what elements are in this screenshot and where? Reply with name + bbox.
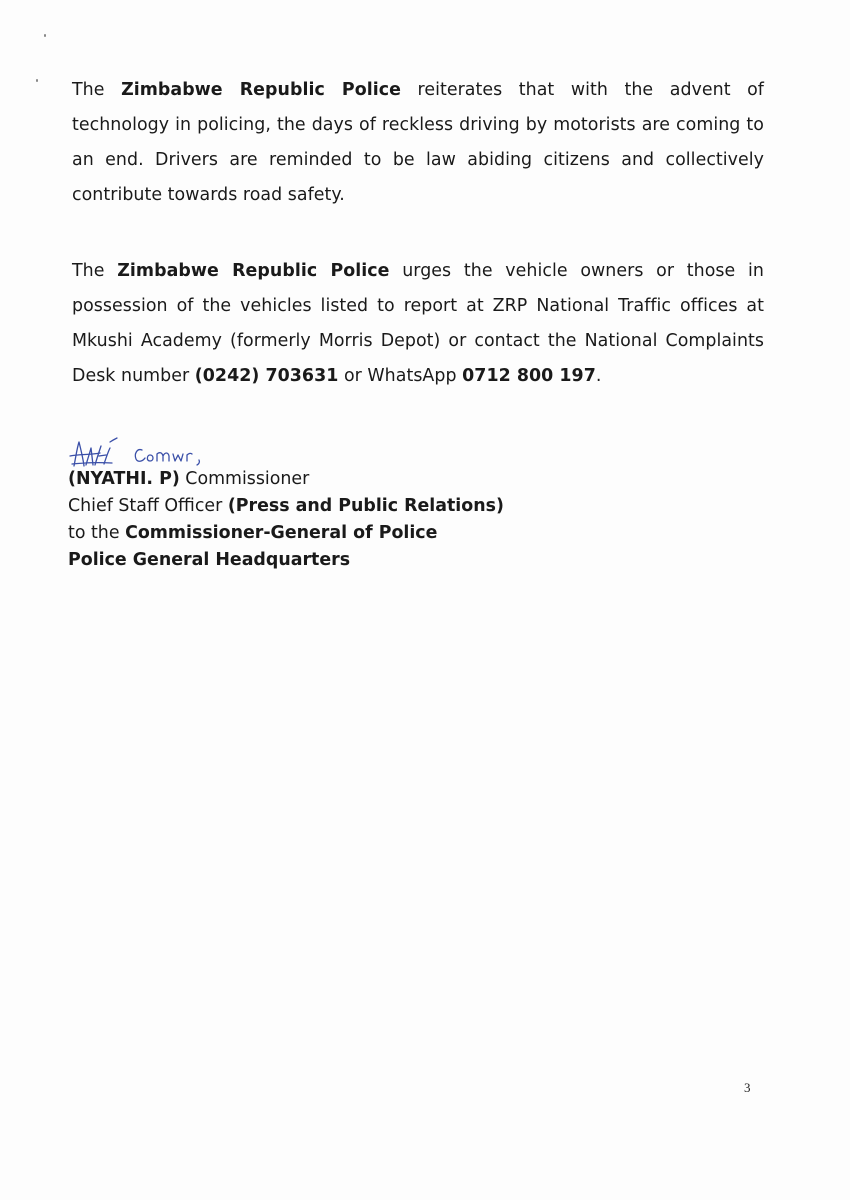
signatory-line (68, 466, 588, 493)
signatory-headquarters-line (68, 547, 588, 574)
signatory-title-prefix: Chief Staff Officer (68, 496, 228, 516)
signatory-headquarters: Police General Headquarters (68, 550, 351, 570)
signatory-rank: Commissioner (179, 469, 310, 489)
bold-text-segment: Zimbabwe Republic Police (117, 261, 390, 281)
text-segment: reiterates that with the advent of technology in policing, the days of reckless driving by motorists are coming to an end. Drivers are reminded to be law abiding citizens and collectively contribute towards road safety. (72, 80, 764, 205)
scan-speck (36, 79, 38, 82)
scan-speck (44, 34, 46, 37)
bold-text-segment: (0242) 703631 (194, 366, 339, 386)
bold-text-segment: Zimbabwe Republic Police (121, 80, 401, 100)
signatory-name: (NYATHI. P) (68, 469, 180, 489)
paragraph-report-instructions (72, 254, 764, 394)
signatory-title-line (68, 493, 588, 520)
text-segment: urges the vehicle owners or those in possession of the vehicles listed to report at ZRP National Traffic offices at Mkushi Academy (formerly Morris Depot) or contact the National Complaints Desk number (72, 261, 764, 386)
signatory-to-prefix: to the (68, 523, 126, 543)
page-number: 3 (744, 1080, 751, 1095)
signatory-to-line (68, 520, 588, 547)
text-segment: . (595, 366, 602, 386)
paragraph-road-safety (72, 73, 764, 213)
signatory-to-bold: Commissioner-General of Police (125, 523, 438, 543)
text-segment: The (72, 261, 118, 281)
signature-block (68, 466, 588, 574)
text-segment: or WhatsApp (338, 366, 463, 386)
signatory-title-bold: (Press and Public Relations) (227, 496, 504, 516)
text-segment: The (72, 80, 122, 100)
bold-text-segment: 0712 800 197 (462, 366, 596, 386)
